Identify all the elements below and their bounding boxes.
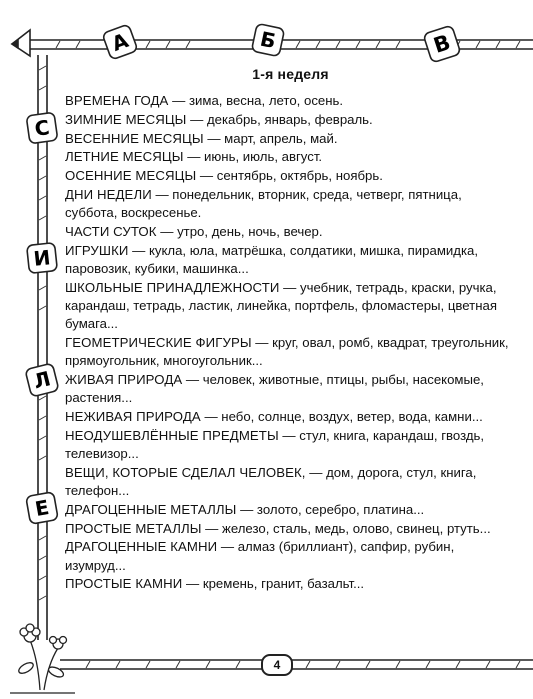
entry-dash: — — [201, 520, 222, 536]
letter-a: А — [108, 28, 132, 56]
entry-definition: утро, день, ночь, вечер. — [177, 223, 323, 239]
entry-dash: — — [305, 464, 327, 480]
entry-dash: — — [186, 111, 207, 127]
entry-definition: алмаз (бриллиант), сапфир, рубин, изумруд... — [65, 539, 455, 573]
entry-term: ОСЕННИЕ МЕСЯЦЫ — [65, 168, 197, 184]
entry-dash: — — [183, 149, 205, 165]
entry-definition: кукла, юла, матрёшка, солдатики, мишка, пирамидка, паровозик, кубики, машинка... — [65, 242, 479, 276]
entry-dash: — — [217, 539, 238, 555]
vocabulary-entry — [65, 279, 510, 334]
letter-b: Б — [258, 26, 278, 54]
entry-term: ИГРУШКИ — [65, 242, 129, 258]
vocabulary-entry — [65, 520, 510, 538]
vocabulary-entry — [65, 464, 510, 500]
entry-dash: — — [279, 279, 300, 295]
vocabulary-entry — [65, 538, 510, 574]
entry-term: ДРАГОЦЕННЫЕ КАМНИ — [65, 539, 218, 555]
letter-block-top-2 — [251, 23, 284, 56]
entry-term: НЕОДУШЕВЛЁННЫЕ ПРЕДМЕТЫ — [65, 427, 279, 443]
vocabulary-entry — [65, 186, 510, 222]
entry-definition: золото, серебро, платина... — [256, 501, 425, 517]
entry-definition: железо, сталь, медь, олово, свинец, ртуть... — [222, 520, 491, 536]
vocabulary-entry — [65, 408, 510, 426]
letter-v: В — [430, 30, 454, 58]
entry-term: ДРАГОЦЕННЫЕ МЕТАЛЛЫ — [65, 501, 237, 517]
entry-term: ВРЕМЕНА ГОДА — [65, 93, 169, 108]
entry-term: ГЕОМЕТРИЧЕСКИЕ ФИГУРЫ — [65, 334, 252, 350]
vocabulary-entry — [65, 92, 510, 110]
vocabulary-entry — [65, 148, 510, 166]
entry-dash: — — [128, 242, 149, 258]
vocabulary-entry — [65, 334, 510, 370]
entry-definition: сентябрь, октябрь, ноябрь. — [216, 168, 383, 184]
vocabulary-entry — [65, 427, 510, 463]
letter-e: Е — [33, 494, 51, 522]
entry-definition: понедельник, вторник, среда, четверг, пятница, суббота, воскресенье. — [65, 186, 462, 221]
entry-term: ЧАСТИ СУТОК — [65, 223, 157, 239]
entry-definition: небо, солнце, воздух, ветер, вода, камни... — [221, 408, 483, 424]
letter-block-left-4 — [26, 492, 58, 524]
entry-term: ЖИВАЯ ПРИРОДА — [65, 371, 183, 387]
entry-dash: — — [156, 223, 178, 239]
entry-term: ДНИ НЕДЕЛИ — [65, 186, 152, 202]
vocabulary-entry — [65, 167, 510, 185]
letter-l: Л — [31, 366, 53, 394]
entry-term: НЕЖИВАЯ ПРИРОДА — [65, 408, 201, 424]
page-number: 4 — [261, 654, 293, 676]
entry-definition: июнь, июль, август. — [204, 149, 323, 165]
entry-term: ПРОСТЫЕ МЕТАЛЛЫ — [65, 520, 202, 536]
entry-term: ПРОСТЫЕ КАМНИ — [65, 576, 183, 592]
bottom-pencil-stripes — [86, 661, 520, 668]
letter-block-left-1 — [26, 112, 58, 144]
entry-dash: — — [168, 93, 189, 108]
entry-definition: март, апрель, май. — [224, 130, 338, 146]
entry-dash: — — [200, 408, 222, 424]
entry-term: ЗИМНИЕ МЕСЯЦЫ — [65, 111, 187, 127]
vocabulary-entry — [65, 575, 510, 593]
vocabulary-entry — [65, 111, 510, 129]
entry-definition: кремень, гранит, базальт... — [202, 576, 365, 592]
entry-dash: — — [203, 130, 225, 146]
letter-s: С — [33, 115, 51, 141]
vocabulary-list — [65, 66, 510, 594]
week-heading: 1-я неделя — [252, 66, 329, 82]
letter-block-left-3 — [25, 363, 59, 397]
entry-definition: декабрь, январь, февраль. — [206, 111, 373, 127]
entry-definition: стул, книга, карандаш, гвоздь, телевизор... — [65, 427, 485, 461]
entry-term: ЛЕТНИЕ МЕСЯЦЫ — [65, 149, 184, 165]
entry-dash: — — [251, 334, 273, 350]
letter-block-left-2 — [27, 243, 58, 274]
vocabulary-entry — [65, 223, 510, 241]
entry-definition: дом, дорога, стул, книга, телефон... — [65, 464, 477, 498]
entry-term: ШКОЛЬНЫЕ ПРИНАДЛЕЖНОСТИ — [65, 279, 280, 295]
vocabulary-entry — [65, 242, 510, 278]
entry-dash: — — [236, 501, 257, 517]
entry-term: ВЕЩИ, КОТОРЫЕ СДЕЛАЛ ЧЕЛОВЕК, — [65, 464, 306, 480]
letter-block-top-3 — [423, 25, 461, 63]
entry-dash: — — [196, 168, 217, 184]
letter-i: И — [32, 245, 52, 271]
entries-container — [65, 92, 510, 594]
entry-definition: зима, весна, лето, осень. — [188, 93, 344, 108]
entry-definition: круг, овал, ромб, квадрат, треугольник, прямоугольник, многоугольник... — [65, 334, 509, 369]
entry-dash: — — [278, 427, 300, 443]
vocabulary-entry — [65, 371, 510, 407]
entry-definition: человек, животные, птицы, рыбы, насекомые, растения... — [65, 371, 484, 406]
bottom-pencil-decoration — [60, 660, 533, 669]
entry-definition: учебник, тетрадь, краски, ручка, карандаш, тетрадь, ластик, линейка, портфель, фломастеры, цветная бумага... — [65, 279, 497, 332]
entry-term: ВЕСЕННИЕ МЕСЯЦЫ — [65, 130, 204, 146]
entry-dash: — — [151, 186, 173, 202]
letter-block-top-1 — [102, 24, 138, 60]
flower-icon — [10, 624, 75, 693]
entry-dash: — — [182, 371, 203, 387]
vocabulary-entry — [65, 501, 510, 519]
entry-dash: — — [182, 576, 203, 592]
vocabulary-entry — [65, 130, 510, 148]
